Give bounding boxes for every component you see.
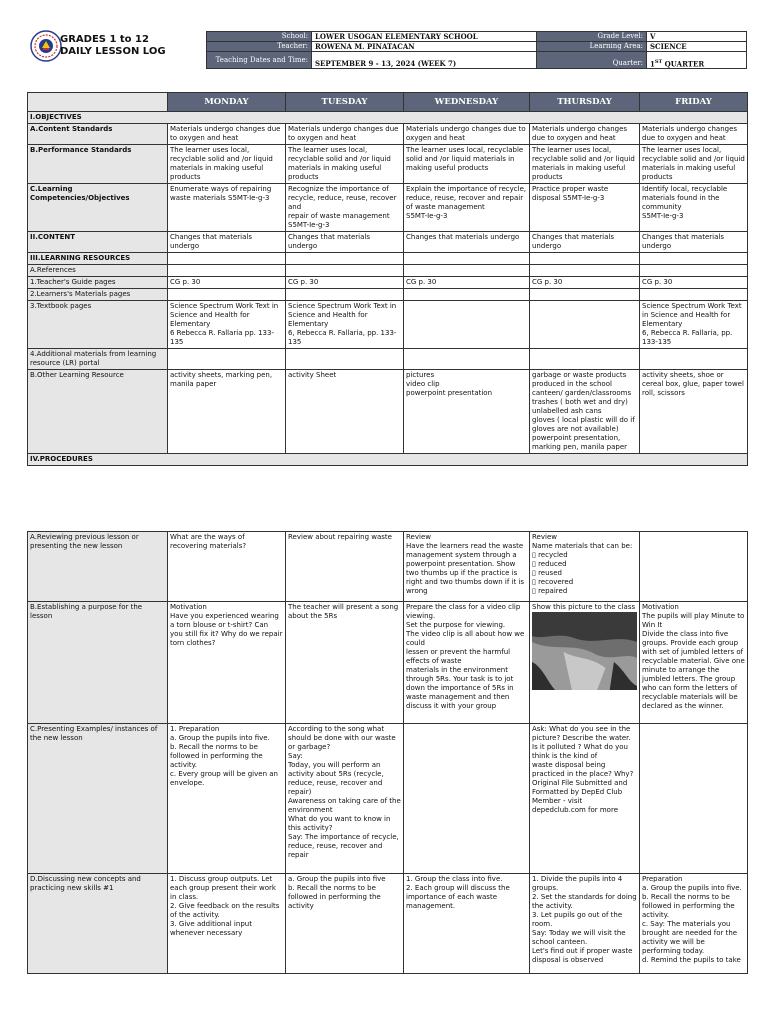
cell-thursday (530, 532, 640, 602)
day-header-monday: MONDAY (168, 93, 286, 112)
lesson-log-table-part-1 (27, 92, 748, 466)
document-title (60, 34, 166, 58)
cell-thursday (530, 724, 640, 874)
learning-area-value: SCIENCE (647, 42, 747, 52)
cell-text: a. Group the pupils into five b. Recall the norms to be followed in performing the activity (288, 875, 386, 910)
cell-tuesday (286, 724, 404, 874)
day-header-tuesday: TUESDAY (286, 93, 404, 112)
cell-wednesday (404, 265, 530, 277)
cell-text: Show this picture to the class (532, 603, 636, 611)
cell-friday (640, 532, 748, 602)
cell-wednesday: Explain the importance of recycle, reduce, reuse, recover and repair of waste management S5MT-Ie-g-3 (404, 184, 530, 232)
school-value: LOWER USOGAN ELEMENTARY SCHOOL (312, 32, 537, 42)
cell-tuesday: Recognize the importance of recycle, reduce, reuse, recover and repair of waste management S5MT-Ie-g-3 (286, 184, 404, 232)
table-row (28, 124, 748, 145)
table-row (28, 349, 748, 370)
header-info-table (206, 31, 747, 69)
grade-level-label: Grade Level: (537, 32, 647, 42)
cell-friday: Materials undergo changes due to oxygen and heat (640, 124, 748, 145)
polluted-water-photo (532, 612, 637, 690)
cell-text: Prepare the class for a video clip viewing. Set the purpose for viewing. The video clip is all about how we could lessen or prevent the harmful effects of waste materials in the environment through 5Rs. Your task is to jot down the importance of 5Rs in waste management and then discuss it with your group (406, 603, 525, 710)
cell-wednesday (404, 602, 530, 724)
cell-monday (168, 289, 286, 301)
cell-thursday (530, 874, 640, 974)
cell-tuesday (286, 602, 404, 724)
cell-wednesday (404, 532, 530, 602)
cell-friday: The learner uses local, recyclable solid and /or liquid materials in making useful products (640, 145, 748, 184)
cell-thursday (530, 301, 640, 349)
cell-text: Review Name materials that can be: ▯ recycled ▯ reduced ▯ reused ▯ recovered ▯ repaired (532, 533, 633, 595)
table-row (28, 145, 748, 184)
deped-seal-logo (30, 30, 62, 62)
cell-monday (168, 724, 286, 874)
cell-friday: Science Spectrum Work Text in Science and Health for Elementary 6, Rebecca R. Fallaria, pp. 133-135 (640, 301, 748, 349)
cell-thursday: CG p. 30 (530, 277, 640, 289)
cell-monday: Enumerate ways of repairing waste materials S5MT-Ie-g-3 (168, 184, 286, 232)
cell-text: The teacher will present a song about the 5Rs (288, 603, 399, 620)
cell-wednesday (404, 349, 530, 370)
cell-friday: activity sheets, shoe or cereal box, glue, paper towel roll, scissors (640, 370, 748, 454)
table-row (28, 454, 748, 466)
learning-area-label: Learning Area: (537, 42, 647, 52)
cell-thursday: The learner uses local, recyclable solid and /or liquid materials in making useful products (530, 145, 640, 184)
cell-friday (640, 289, 748, 301)
table-row (28, 301, 748, 349)
cell-friday (640, 349, 748, 370)
cell-wednesday (404, 289, 530, 301)
cell-text: Review about repairing waste (288, 533, 392, 541)
cell-text: Motivation Have you experienced wearing a torn blouse or t-shirt? Can you still fix it? Why do we repair torn clothes? (170, 603, 283, 647)
row-label: III.LEARNING RESOURCES (28, 253, 168, 265)
cell-text: 1. Preparation a. Group the pupils into five. b. Recall the norms to be followed in performing the activity. c. Every group will be given an envelope. (170, 725, 278, 787)
cell-text: What are the ways of recovering materials? (170, 533, 247, 550)
grade-level-value: V (647, 32, 747, 42)
table-row (28, 253, 748, 265)
table-row (28, 232, 748, 253)
cell-tuesday: The learner uses local, recyclable solid and /or liquid materials in making useful products (286, 145, 404, 184)
cell-tuesday: Science Spectrum Work Text in Science and Health for Elementary 6, Rebecca R. Fallaria, pp. 133-135 (286, 301, 404, 349)
cell-tuesday (286, 253, 404, 265)
table-row (28, 289, 748, 301)
table-row (28, 184, 748, 232)
cell-friday: Changes that materials undergo (640, 232, 748, 253)
cell-wednesday: pictures video clip powerpoint presentation (404, 370, 530, 454)
cell-thursday: garbage or waste products produced in the school canteen/ garden/classrooms trashes ( both wet and dry) unlabelled ash cans gloves ( local plastic will do if gloves are not available) powerpoint presentation, marking pen, manila paper (530, 370, 640, 454)
cell-monday: Materials undergo changes due to oxygen and heat (168, 124, 286, 145)
cell-friday (640, 265, 748, 277)
dates-value: SEPTEMBER 9 - 13, 2024 (WEEK 7) (312, 52, 537, 69)
dates-label: Teaching Dates and Time: (207, 52, 312, 69)
quarter-number: 1 (650, 59, 655, 68)
row-label: A.Content Standards (28, 124, 168, 145)
cell-tuesday: CG p. 30 (286, 277, 404, 289)
cell-wednesday (404, 253, 530, 265)
cell-friday: CG p. 30 (640, 277, 748, 289)
row-label: 1.Teacher's Guide pages (28, 277, 168, 289)
cell-text: 1. Divide the pupils into 4 groups. 2. Set the standards for doing the activity. 3. Let pupils go out of the room. Say: Today we will visit the school canteen. Let's find out if proper waste disposal is observed (532, 875, 637, 964)
cell-text: Preparation a. Group the pupils into five. b. Recall the norms to be followed in performing the activity. c. Say: The materials you brought are needed for the activity we will be performing today. d. Remind the pupils to take (642, 875, 742, 964)
cell-monday: Changes that materials undergo (168, 232, 286, 253)
row-label: B.Establishing a purpose for the lesson (28, 602, 168, 724)
row-label: II.CONTENT (28, 232, 168, 253)
cell-thursday (530, 289, 640, 301)
cell-wednesday: Materials undergo changes due to oxygen and heat (404, 124, 530, 145)
cell-friday (640, 874, 748, 974)
day-header-row (28, 93, 748, 112)
cell-tuesday (286, 289, 404, 301)
cell-monday (168, 874, 286, 974)
cell-tuesday (286, 874, 404, 974)
table-row (28, 265, 748, 277)
cell-tuesday (286, 532, 404, 602)
cell-monday (168, 265, 286, 277)
cell-tuesday: Changes that materials undergo (286, 232, 404, 253)
row-label: A.Reviewing previous lesson or presenting the new lesson (28, 532, 168, 602)
cell-thursday: Practice proper waste disposal S5MT-Ie-g-3 (530, 184, 640, 232)
day-header-friday: FRIDAY (640, 93, 748, 112)
table-row (28, 724, 748, 874)
cell-tuesday (286, 265, 404, 277)
cell-thursday (530, 265, 640, 277)
cell-friday (640, 253, 748, 265)
day-header-wednesday: WEDNESDAY (404, 93, 530, 112)
cell-monday (168, 349, 286, 370)
quarter-word: QUARTER (662, 59, 705, 68)
cell-friday (640, 724, 748, 874)
title-line-2: DAILY LESSON LOG (60, 46, 166, 57)
cell-monday: Science Spectrum Work Text in Science and Health for Elementary 6 Rebecca R. Fallaria pp. 133-135 (168, 301, 286, 349)
table-row (28, 277, 748, 289)
teacher-label: Teacher: (207, 42, 312, 52)
cell-monday (168, 602, 286, 724)
header-corner-cell (28, 93, 168, 112)
row-label: 4.Additional materials from learning resource (LR) portal (28, 349, 168, 370)
cell-monday: The learner uses local, recyclable solid and /or liquid materials in making useful products (168, 145, 286, 184)
cell-text: Ask: What do you see in the picture? Describe the water. Is it polluted ? What do you think is the kind of waste disposal being practiced in the place? Why? Original File Submitted and Formatted by DepEd Club Member - visit depedclub.com for more (532, 725, 634, 814)
row-label: 3.Textbook pages (28, 301, 168, 349)
row-label: C.Presenting Examples/ instances of the new lesson (28, 724, 168, 874)
quarter-label: Quarter: (537, 52, 647, 69)
table-row (28, 602, 748, 724)
lesson-log-table-part-2 (27, 531, 748, 974)
row-label: 2.Learners's Materials pages (28, 289, 168, 301)
title-line-1: GRADES 1 to 12 (60, 34, 149, 45)
cell-wednesday (404, 724, 530, 874)
row-label: A.References (28, 265, 168, 277)
cell-text: 1. Discuss group outputs. Let each group present their work in class. 2. Give feedback on the results of the activity. 3. Give additional input whenever necessary (170, 875, 280, 937)
row-label: I.OBJECTIVES (28, 112, 748, 124)
cell-wednesday: The learner uses local, recyclable solid and /or liquid materials in making useful products (404, 145, 530, 184)
table-row (28, 532, 748, 602)
cell-text: Motivation The pupils will play Minute to Win It Divide the class into five groups. Provide each group with set of jumbled letters of recyclable material. Give one minute to arrange the jumbled letters. The group who can form the letters of recyclable materials will be declared as the winner. (642, 603, 745, 710)
school-label: School: (207, 32, 312, 42)
cell-friday (640, 602, 748, 724)
cell-wednesday (404, 874, 530, 974)
cell-tuesday: Materials undergo changes due to oxygen and heat (286, 124, 404, 145)
day-header-thursday: THURSDAY (530, 93, 640, 112)
cell-friday: Identify local, recyclable materials found in the community S5MT-Ie-g-3 (640, 184, 748, 232)
cell-tuesday: activity Sheet (286, 370, 404, 454)
table-row (28, 874, 748, 974)
row-label: B.Other Learning Resource (28, 370, 168, 454)
cell-monday (168, 532, 286, 602)
cell-monday: CG p. 30 (168, 277, 286, 289)
quarter-value (647, 52, 747, 69)
cell-thursday: Changes that materials undergo (530, 232, 640, 253)
cell-tuesday (286, 349, 404, 370)
quarter-suffix: ST (654, 58, 663, 65)
cell-thursday (530, 349, 640, 370)
cell-monday (168, 253, 286, 265)
table-row (28, 112, 748, 124)
row-label: IV.PROCEDURES (28, 454, 748, 466)
cell-wednesday (404, 301, 530, 349)
table-row (28, 370, 748, 454)
cell-thursday: Materials undergo changes due to oxygen and heat (530, 124, 640, 145)
cell-monday: activity sheets, marking pen, manila paper (168, 370, 286, 454)
teacher-value: ROWENA M. PINATACAN (312, 42, 537, 52)
cell-text: 1. Group the class into five. 2. Each group will discuss the importance of each waste management. (406, 875, 510, 910)
row-label: D.Discussing new concepts and practicing new skills #1 (28, 874, 168, 974)
cell-thursday (530, 253, 640, 265)
cell-text: Review Have the learners read the waste management system through a powerpoint presentation. Show two thumbs up if the practice is right and two thumbs down if it is wrong (406, 533, 525, 595)
cell-wednesday: Changes that materials undergo (404, 232, 530, 253)
cell-wednesday: CG p. 30 (404, 277, 530, 289)
cell-thursday (530, 602, 640, 724)
row-label: C.Learning Competencies/Objectives (28, 184, 168, 232)
cell-text: According to the song what should be done with our waste or garbage? Say: Today, you will perform an activity about 5Rs (recycle, reduce, reuse, recover and repair) Awareness on taking care of the environment What do you want to know in this activity? Say: The importance of recycle, reduce, reuse, recover and repair (288, 725, 401, 859)
row-label: B.Performance Standards (28, 145, 168, 184)
